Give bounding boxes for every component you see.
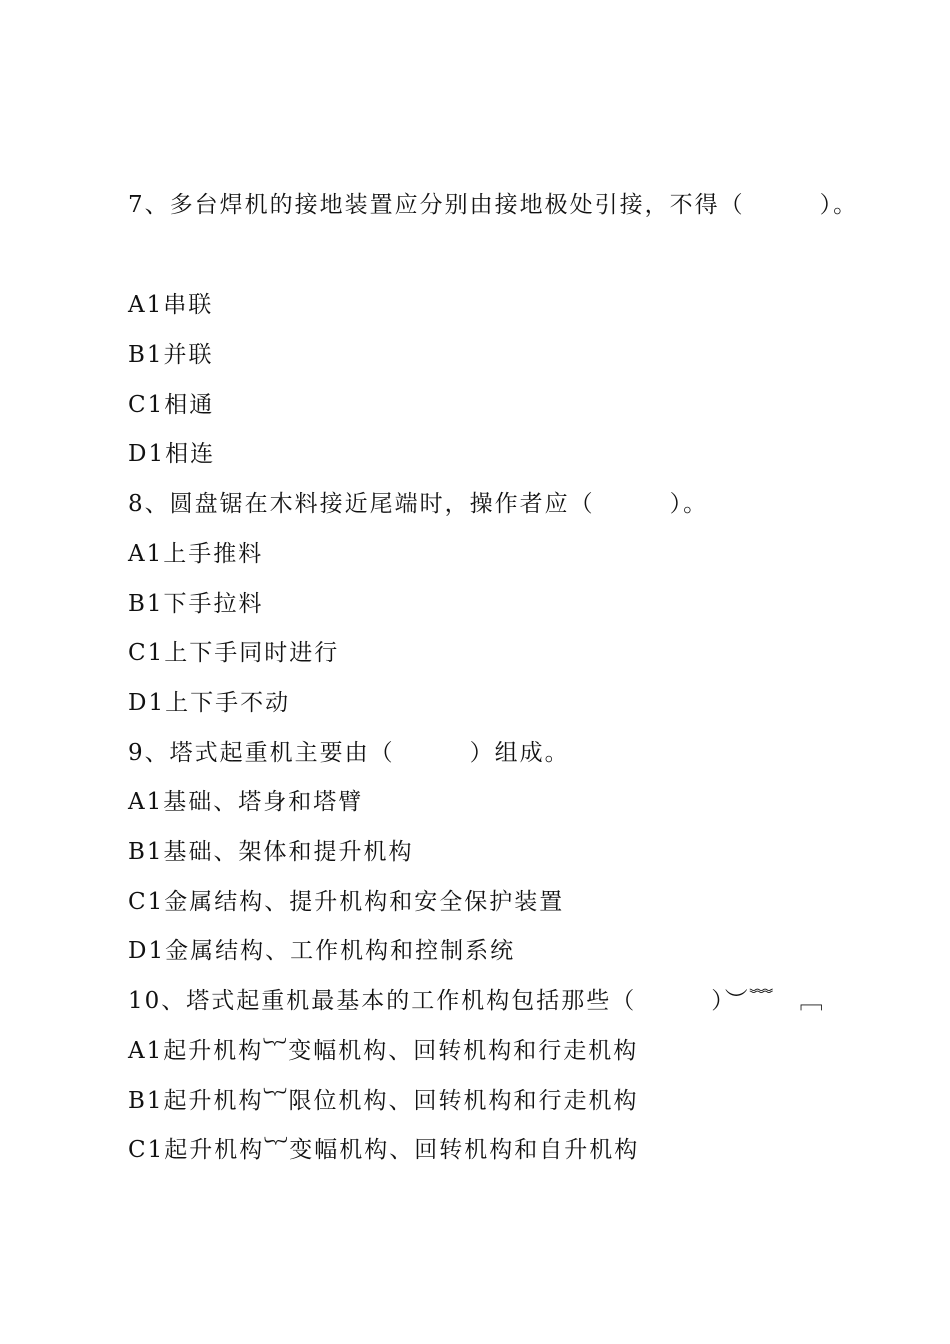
question-9-option-a: A1基础、塔身和塔臂 xyxy=(128,789,364,815)
question-10-option-b: B1起升机构︸限位机构、回转机构和行走机构 xyxy=(128,1088,639,1114)
question-10-stem: 10、塔式起重机最基本的工作机构包括那些（ ）︶﹌ ﹇ xyxy=(128,988,825,1014)
question-7-option-d: D1相连 xyxy=(128,441,216,467)
question-8-option-a: A1上手推料 xyxy=(128,541,264,567)
question-8-stem: 8、圆盘锯在木料接近尾端时，操作者应（ ）。 xyxy=(128,491,709,517)
question-9-option-d: D1金属结构、工作机构和控制系统 xyxy=(128,938,516,964)
question-9-option-b: B1基础、架体和提升机构 xyxy=(128,839,414,865)
question-7-stem: 7、多台焊机的接地装置应分别由接地极处引接，不得（ ）。 xyxy=(128,192,859,218)
question-8-option-b: B1下手拉料 xyxy=(128,591,264,617)
question-10-option-a: A1起升机构︸变幅机构、回转机构和行走机构 xyxy=(128,1038,639,1064)
question-9-stem: 9、塔式起重机主要由（ ）组成。 xyxy=(128,740,570,766)
question-7-option-b: B1并联 xyxy=(128,342,214,368)
question-8-option-d: D1上下手不动 xyxy=(128,690,291,716)
question-10-option-c: C1起升机构︸变幅机构、回转机构和自升机构 xyxy=(128,1137,640,1163)
question-9-option-c: C1金属结构、提升机构和安全保护装置 xyxy=(128,889,565,915)
question-7-option-a: A1串联 xyxy=(128,292,214,318)
question-7-option-c: C1相通 xyxy=(128,392,215,418)
question-8-option-c: C1上下手同时进行 xyxy=(128,640,340,666)
